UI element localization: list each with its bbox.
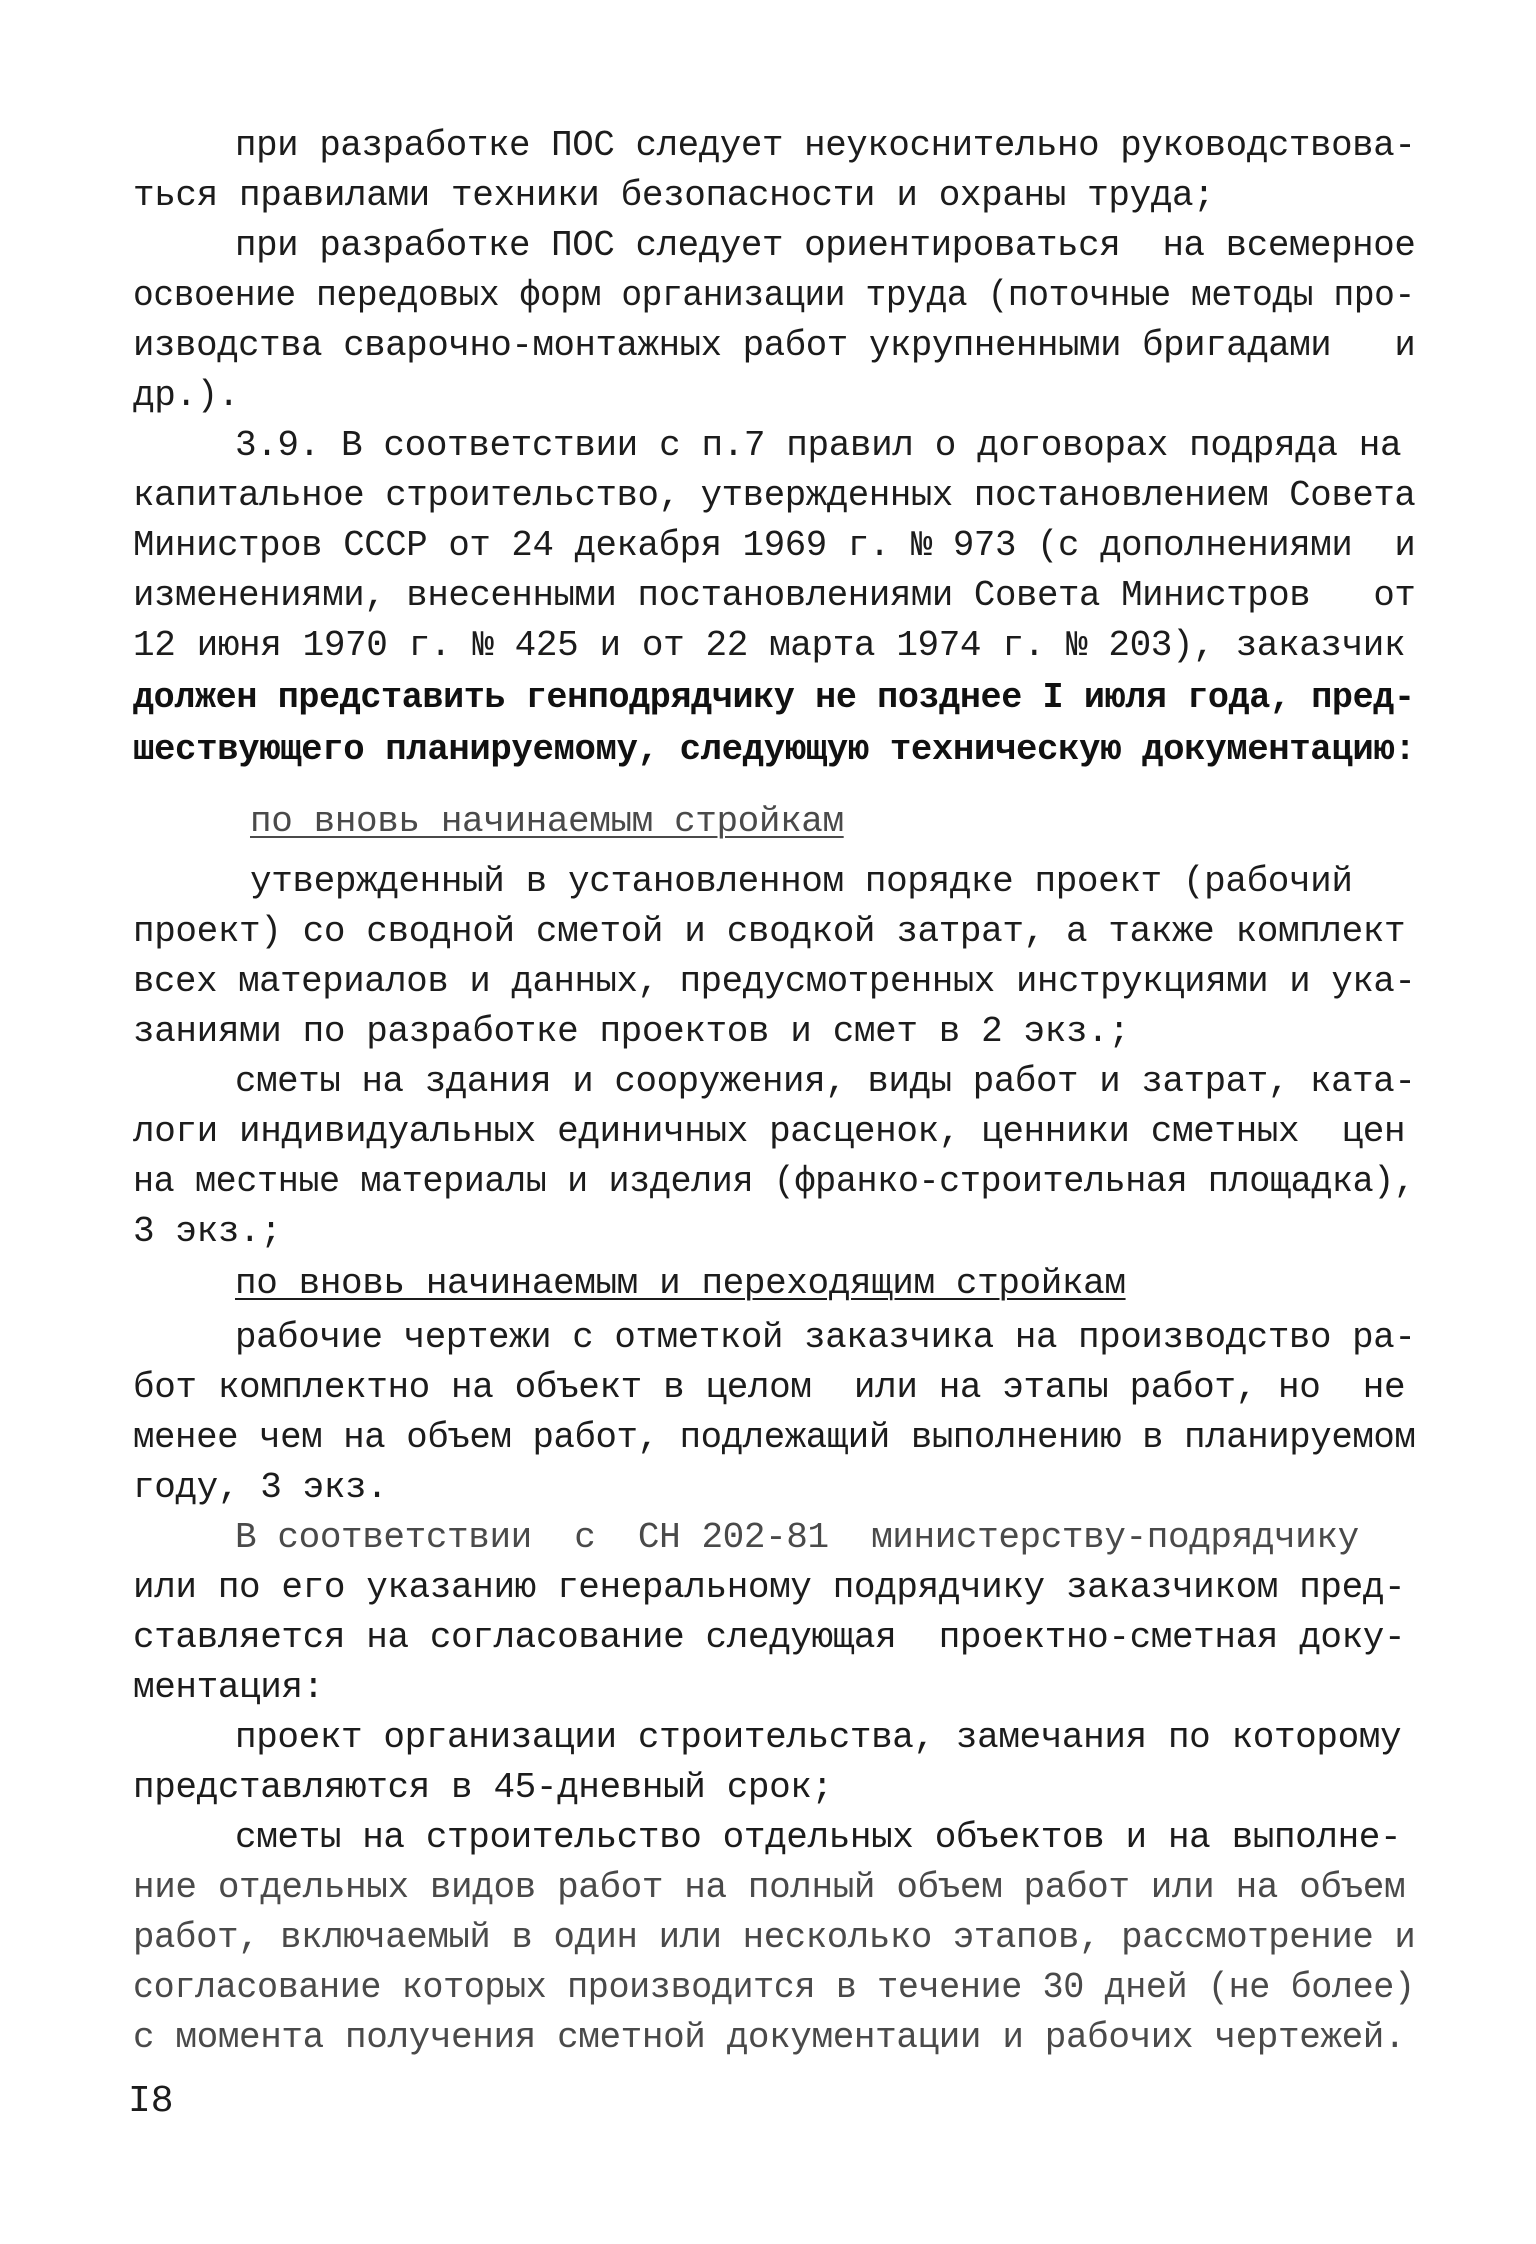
text-line: капитальное строительство, утвержденных постановлением Совета bbox=[133, 475, 1416, 516]
text-line: менее чем на объем работ, подлежащий выполнению в планируемом bbox=[133, 1417, 1416, 1458]
text-line: согласование которых производится в течение 30 дней (не более) bbox=[133, 1967, 1415, 2008]
text-line: утвержденный в установленном порядке проект (рабочий bbox=[250, 861, 1353, 902]
text-line: представляются в 45-дневный срок; bbox=[133, 1767, 833, 1808]
text-line: работ, включаемый в один или несколько этапов, рассмотрение и bbox=[133, 1917, 1416, 1958]
text-line: рабочие чертежи с отметкой заказчика на производство ра- bbox=[235, 1317, 1416, 1358]
text-line: ние отдельных видов работ на полный объем работ или на объем bbox=[133, 1867, 1406, 1908]
text-line: заниями по разработке проектов и смет в 2 экз.; bbox=[133, 1011, 1130, 1052]
text-line: ставляется на согласование следующая проектно-сметная доку- bbox=[133, 1617, 1406, 1658]
text-line: ться правилами техники безопасности и охраны труда; bbox=[133, 175, 1215, 216]
text-line: при разработке ПОС следует ориентироваться на всемерное bbox=[235, 225, 1416, 266]
text-line-bold: шествующего планируемому, следующую техническую документацию: bbox=[133, 729, 1416, 770]
text-line: ментация: bbox=[133, 1667, 324, 1708]
text-line: сметы на строительство отдельных объектов и на выполне- bbox=[235, 1817, 1402, 1858]
text-line: 3.9. В соответствии с п.7 правил о договорах подряда на bbox=[235, 425, 1402, 466]
text-line: Министров СССР от 24 декабря 1969 г. № 973 (с дополнениями и bbox=[133, 525, 1416, 566]
text-line-bold: должен представить генподрядчику не позднее I июля года, пред- bbox=[133, 677, 1415, 718]
text-line: с момента получения сметной документации и рабочих чертежей. bbox=[133, 2017, 1406, 2058]
section-heading: по вновь начинаемым и переходящим стройкам bbox=[235, 1263, 1126, 1304]
text-line: сметы на здания и сооружения, виды работ и затрат, ката- bbox=[235, 1061, 1416, 1102]
text-line: освоение передовых форм организации труда (поточные методы про- bbox=[133, 275, 1415, 316]
page-number: I8 bbox=[128, 2080, 174, 2123]
text-line: др.). bbox=[133, 375, 240, 416]
text-line: на местные материалы и изделия (франко-строительная площадка), bbox=[133, 1161, 1415, 1202]
text-line: 12 июня 1970 г. № 425 и от 22 марта 1974 г. № 203), заказчик bbox=[133, 625, 1406, 666]
text-line: 3 экз.; bbox=[133, 1211, 282, 1252]
text-line: при разработке ПОС следует неукоснительно руководствова- bbox=[235, 125, 1416, 166]
text-line: проект организации строительства, замечания по которому bbox=[235, 1717, 1402, 1758]
text-line: году, 3 экз. bbox=[133, 1467, 388, 1508]
text-line: логи индивидуальных единичных расценок, ценники сметных цен bbox=[133, 1111, 1406, 1152]
text-line: изводства сварочно-монтажных работ укрупненными бригадами и bbox=[133, 325, 1416, 366]
text-line: изменениями, внесенными постановлениями Совета Министров от bbox=[133, 575, 1416, 616]
section-heading: по вновь начинаемым стройкам bbox=[250, 801, 844, 842]
text-line: бот комплектно на объект в целом или на этапы работ, но не bbox=[133, 1367, 1406, 1408]
text-line: или по его указанию генеральному подрядчику заказчиком пред- bbox=[133, 1567, 1406, 1608]
text-line: проект) со сводной сметой и сводкой затрат, а также комплект bbox=[133, 911, 1406, 952]
text-line: всех материалов и данных, предусмотренных инструкциями и ука- bbox=[133, 961, 1416, 1002]
text-line: В соответствии с СН 202-81 министерству-подрядчику bbox=[235, 1517, 1359, 1558]
